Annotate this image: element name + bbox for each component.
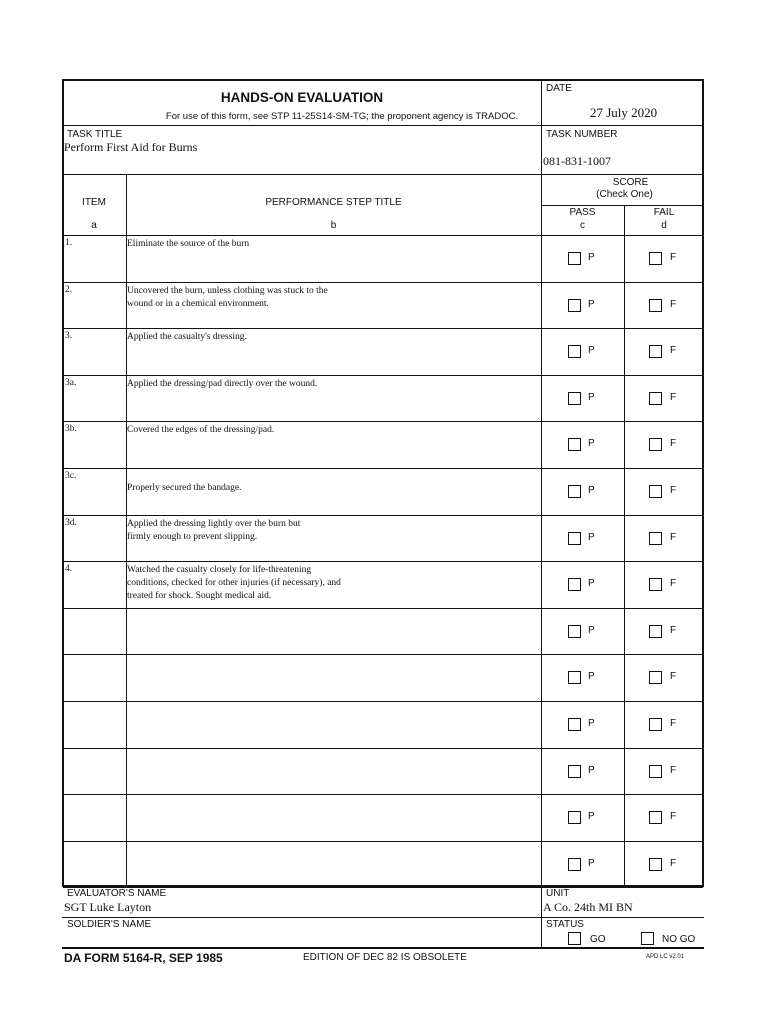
row-rule	[63, 654, 703, 655]
pass-checkbox[interactable]	[568, 858, 581, 871]
fail-checkbox-label: F	[670, 671, 677, 683]
row-step-title: Applied the dressing/pad directly over the wound.	[127, 378, 318, 389]
row-rule	[63, 421, 703, 422]
pass-checkbox-label: P	[588, 485, 595, 496]
fail-checkbox[interactable]	[649, 625, 662, 638]
fail-checkbox-label: F	[670, 438, 677, 450]
pass-checkbox[interactable]	[568, 718, 581, 731]
pass-checkbox-label: P	[588, 438, 595, 450]
row-rule	[63, 561, 703, 562]
pass-checkbox[interactable]	[568, 578, 581, 591]
fail-checkbox[interactable]	[649, 485, 662, 498]
task-number-value[interactable]: 081-831-1007	[543, 154, 611, 168]
date-value[interactable]: 27 July 2020	[590, 105, 658, 120]
score-note: (Check One)	[596, 189, 653, 200]
fail-checkbox[interactable]	[649, 438, 662, 451]
pass-checkbox-label: P	[588, 578, 595, 590]
fail-checkbox-label: F	[670, 298, 677, 310]
row-rule	[63, 608, 703, 609]
fail-checkbox[interactable]	[649, 299, 662, 312]
score-header: SCORE	[612, 177, 649, 188]
item-column-letter: a	[91, 220, 97, 231]
fail-column-letter: d	[661, 220, 667, 231]
pass-checkbox-label: P	[588, 718, 595, 729]
row-step-title: Covered the edges of the dressing/pad.	[127, 425, 275, 436]
row-item-number: 3d.	[65, 517, 77, 528]
soldier-name-label: SOLDIER'S NAME	[67, 919, 152, 930]
pass-checkbox[interactable]	[568, 671, 581, 684]
pass-checkbox-label: P	[588, 857, 595, 869]
form-number: DA FORM 5164-R, SEP 1985	[64, 951, 223, 965]
fail-checkbox-label: F	[670, 345, 677, 357]
pass-checkbox[interactable]	[568, 299, 581, 312]
form-subtitle: For use of this form, see STP 11-25S14-SM-TG; the proponent agency is TRADOC.	[165, 111, 519, 122]
row-step-title: Eliminate the source of the burn	[127, 239, 250, 249]
fail-checkbox[interactable]	[649, 532, 662, 545]
fail-checkbox-label: F	[670, 531, 677, 543]
row-step-title: Watched the casualty closely for life-threatening conditions, checked for other injuries (if necessary), and treated for shock. Sought medical aid.	[127, 565, 341, 602]
row-rule	[63, 282, 703, 283]
row-rule	[63, 328, 703, 329]
row-rule	[63, 794, 703, 795]
row-rule	[63, 375, 703, 376]
fail-checkbox-label: F	[670, 578, 677, 590]
fail-checkbox-label: F	[670, 252, 677, 263]
fail-checkbox[interactable]	[649, 345, 662, 358]
fail-checkbox[interactable]	[649, 578, 662, 591]
pass-checkbox-label: P	[588, 624, 595, 636]
row-item-number: 3a.	[65, 377, 77, 388]
fail-checkbox[interactable]	[649, 718, 662, 731]
pass-column-header: PASS	[569, 207, 596, 218]
status-go-label: GO	[590, 934, 606, 945]
row-item-number: 1.	[65, 238, 73, 248]
pass-checkbox[interactable]	[568, 532, 581, 545]
row-rule	[63, 701, 703, 702]
pass-fail-divider-header	[624, 205, 625, 235]
status-nogo-checkbox[interactable]	[641, 932, 654, 945]
evaluator-name-value[interactable]: SGT Luke Layton	[64, 900, 152, 914]
task-rule	[63, 174, 703, 175]
pass-checkbox[interactable]	[568, 765, 581, 778]
pass-checkbox[interactable]	[568, 625, 581, 638]
pass-checkbox[interactable]	[568, 392, 581, 405]
fail-checkbox-label: F	[670, 764, 677, 776]
header-divider	[541, 80, 542, 175]
footer-rule-mid	[62, 917, 704, 918]
score-rule	[541, 205, 703, 206]
fail-checkbox-label: F	[670, 391, 677, 403]
status-label: STATUS	[546, 919, 584, 930]
item-column-header: ITEM	[82, 197, 106, 208]
status-go-checkbox[interactable]	[568, 932, 581, 945]
row-step-title: Applied the casualty's dressing.	[127, 332, 247, 343]
fail-column-header: FAIL	[653, 207, 675, 218]
task-title-label: TASK TITLE	[67, 129, 123, 140]
row-item-number: 4.	[65, 564, 73, 575]
row-step-title: Uncovered the burn, unless clothing was stuck to the wound or in a chemical environment.	[127, 285, 328, 309]
date-label: DATE	[546, 83, 572, 94]
pass-checkbox-label: P	[588, 764, 595, 776]
row-step-title: Applied the dressing lightly over the burn but firmly enough to prevent slipping.	[127, 518, 301, 542]
fail-checkbox-label: F	[670, 718, 677, 729]
pass-column-letter: c	[580, 220, 585, 231]
task-number-label: TASK NUMBER	[546, 129, 618, 140]
fail-checkbox-label: F	[670, 485, 677, 496]
fail-checkbox[interactable]	[649, 392, 662, 405]
unit-value[interactable]: A Co. 24th MI BN	[543, 900, 633, 914]
pass-checkbox[interactable]	[568, 345, 581, 358]
pass-checkbox[interactable]	[568, 485, 581, 498]
pass-checkbox[interactable]	[568, 438, 581, 451]
pass-checkbox-label: P	[588, 298, 595, 310]
fail-checkbox[interactable]	[649, 252, 662, 265]
row-rule	[63, 841, 703, 842]
pass-checkbox-label: P	[588, 345, 595, 357]
header-rule	[63, 125, 703, 126]
footer-rule-bottom	[62, 947, 704, 949]
pass-checkbox[interactable]	[568, 252, 581, 265]
status-nogo-label: NO GO	[662, 934, 696, 945]
unit-label: UNIT	[546, 888, 570, 899]
row-item-number: 2.	[65, 284, 73, 295]
pass-checkbox[interactable]	[568, 811, 581, 824]
row-rule	[63, 515, 703, 516]
fail-checkbox-label: F	[670, 857, 677, 869]
task-title-value[interactable]: Perform First Aid for Burns	[64, 140, 198, 154]
pass-checkbox-label: P	[588, 252, 595, 263]
row-item-number: 3b.	[65, 424, 77, 435]
fail-checkbox-label: F	[670, 811, 677, 823]
step-column-header: PERFORMANCE STEP TITLE	[265, 197, 402, 208]
fail-checkbox[interactable]	[649, 858, 662, 871]
step-column-letter: b	[330, 220, 337, 231]
pass-checkbox-label: P	[588, 391, 595, 403]
fail-checkbox-label: F	[670, 624, 677, 636]
pass-checkbox-label: P	[588, 671, 595, 683]
fail-checkbox[interactable]	[649, 765, 662, 778]
row-item-number: 3c.	[65, 471, 77, 481]
fail-checkbox[interactable]	[649, 671, 662, 684]
evaluator-name-label: EVALUATOR'S NAME	[67, 888, 167, 899]
row-step-title: Properly secured the bandage.	[127, 483, 242, 493]
row-item-number: 3.	[65, 331, 73, 342]
row-rule	[63, 468, 703, 469]
pass-checkbox-label: P	[588, 811, 595, 823]
version-note: APD LC v2.01	[646, 954, 685, 960]
form-title: HANDS-ON EVALUATION	[220, 90, 384, 105]
fail-checkbox[interactable]	[649, 811, 662, 824]
edition-note: EDITION OF DEC 82 IS OBSOLETE	[303, 952, 467, 963]
row-rule	[63, 235, 703, 236]
row-rule	[63, 748, 703, 749]
pass-checkbox-label: P	[588, 531, 595, 543]
